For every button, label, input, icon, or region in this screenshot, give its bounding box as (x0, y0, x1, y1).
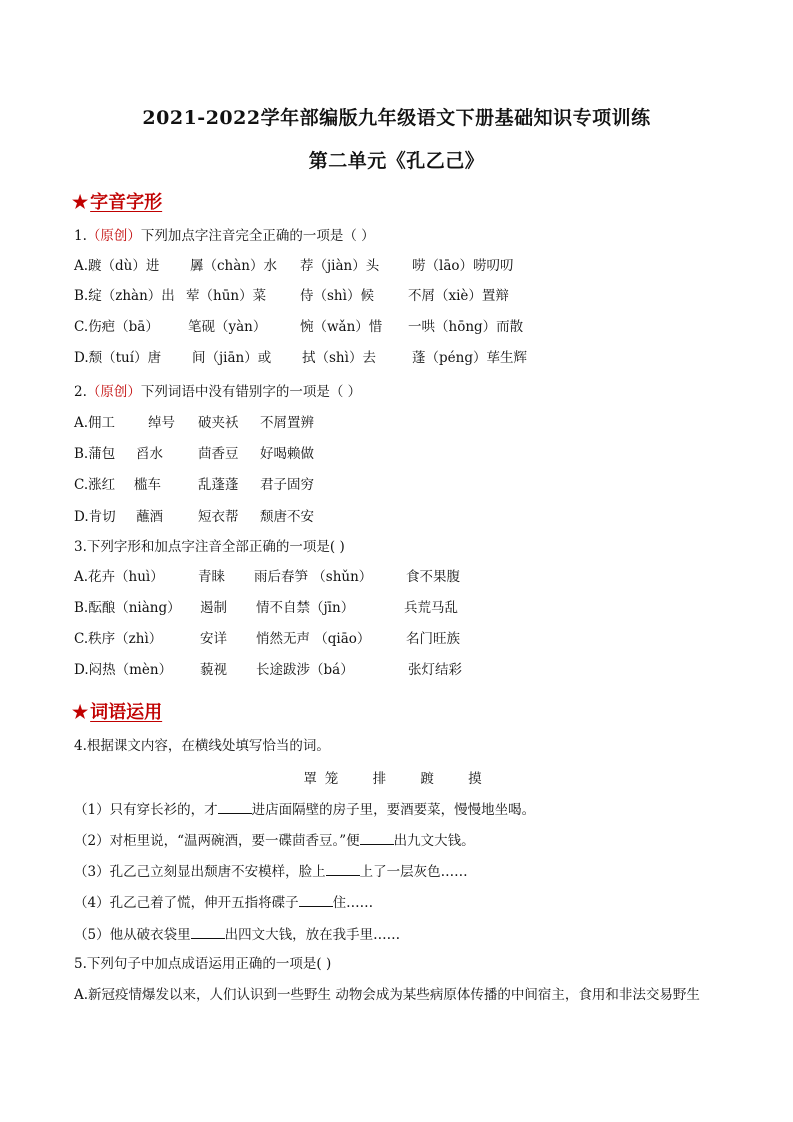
question-1-stem (74, 227, 375, 245)
section-label: 词语运用 (90, 702, 163, 723)
star-icon: ★ (72, 702, 89, 723)
option-cell: C.秩序（zhì） (74, 631, 163, 647)
question-4-stem: 4.根据课文内容，在横线处填写恰当的词。 (74, 738, 330, 754)
option-cell: 蓬（péng）荜生辉 (412, 350, 527, 366)
option-cell: 藐视 (200, 662, 227, 678)
fill-item-text: （4）孔乙己着了慌，伸开五指将碟子 (74, 895, 299, 911)
option-cell: C.涨红 (74, 477, 116, 493)
option-cell: 不屑置辨 (260, 415, 314, 431)
question-2-stem (74, 383, 361, 401)
option-cell: 好喝赖做 (260, 446, 314, 462)
answer-blank[interactable] (218, 799, 252, 814)
question-number: 2. (74, 384, 87, 400)
option-cell: A.佣工 (74, 415, 116, 431)
question-text: 下列加点字注音完全正确的一项是（ ） (140, 228, 375, 244)
option-cell: 安详 (200, 631, 227, 647)
option-cell: D.肯切 (74, 509, 116, 525)
fill-item-text: 上了一层灰色…… (359, 864, 468, 880)
option-cell: 遏制 (200, 600, 227, 616)
answer-blank[interactable] (191, 924, 225, 939)
document-subtitle: 第二单元《孔乙己》 (308, 150, 485, 172)
option-cell: 名门旺族 (406, 631, 460, 647)
section-heading-word-usage (72, 698, 162, 724)
option-cell: B.绽（zhàn）出 (74, 288, 175, 304)
original-tag: （原创） (86, 384, 141, 400)
option-cell: D.闷热（mèn） (74, 662, 173, 678)
option-cell: A.花卉（huì） (74, 569, 164, 585)
option-cell: B.蒲包 (74, 446, 116, 462)
section-label: 字音字形 (90, 192, 163, 213)
fill-item-text: 进店面隔壁的房子里，要酒要菜，慢慢地坐喝。 (251, 802, 536, 818)
option-cell: 间（jiān）或 (192, 350, 272, 366)
option-cell: 悄然无声 （qiāo） (256, 631, 371, 647)
option-cell: 长途跋涉（bá） (256, 662, 354, 678)
option-cell: 破夹袄 (198, 415, 239, 431)
star-icon: ★ (72, 192, 89, 213)
fill-item-text: （1）只有穿长衫的，才 (74, 802, 218, 818)
answer-blank[interactable] (326, 861, 360, 876)
option-cell: 一哄（hōng）而散 (408, 319, 524, 335)
option-cell: 绰号 (148, 415, 175, 431)
fill-item-text: （5）他从破衣袋里 (74, 927, 191, 943)
word-bank: 罩笼 排 踱 摸 (303, 771, 490, 787)
option-cell: 张灯结彩 (408, 662, 462, 678)
answer-blank[interactable] (299, 892, 333, 907)
option-cell: 不屑（xiè）置辩 (408, 288, 509, 304)
option-cell: 茴香豆 (198, 446, 239, 462)
option-cell: 雨后春笋 （shǔn） (254, 569, 373, 585)
option-cell: B.酝酿（niàng） (74, 600, 181, 616)
fill-item-text: （3）孔乙己立刻显出颓唐不安模样，脸上 (74, 864, 326, 880)
option-cell: 羼（chàn）水 (190, 258, 277, 274)
option-cell: 舀水 (136, 446, 163, 462)
option-cell: 情不自禁（jīn） (256, 600, 355, 616)
fill-item-5 (74, 924, 400, 944)
option-cell: 笔砚（yàn） (188, 319, 267, 335)
option-cell: A.踱（dù）进 (74, 258, 160, 274)
option-cell: C.伤疤（bā） (74, 319, 159, 335)
question-number: 1. (74, 228, 87, 244)
option-cell: 荐（jiàn）头 (300, 258, 380, 274)
question-5-stem: 5.下列句子中加点成语运用正确的一项是( ) (74, 956, 332, 972)
question-3-stem: 3.下列字形和加点字注音全部正确的一项是( ) (74, 539, 345, 555)
question-5-option-a: A.新冠疫情爆发以来，人们认识到一些野生 动物会成为某些病原体传播的中间宿主，食用和非法交易野生 (74, 987, 700, 1003)
fill-item-4 (74, 892, 373, 912)
section-heading-pronunciation (72, 188, 162, 214)
option-cell: 拭（shì）去 (302, 350, 376, 366)
option-cell: 颓唐不安 (260, 509, 314, 525)
option-cell: 荤（hūn）菜 (186, 288, 267, 304)
option-cell: 短衣帮 (198, 509, 239, 525)
fill-item-3 (74, 861, 468, 881)
option-cell: 君子固穷 (260, 477, 314, 493)
fill-item-text: 出四文大钱，放在我手里…… (224, 927, 401, 943)
option-cell: 侍（shì）候 (300, 288, 374, 304)
fill-item-text: 出九文大钱。 (393, 833, 475, 849)
question-text: 下列词语中没有错别字的一项是（ ） (140, 384, 362, 400)
fill-item-text: 住…… (332, 895, 374, 911)
original-tag: （原创） (86, 228, 141, 244)
fill-item-text: （2）对柜里说，“温两碗酒，要一碟茴香豆。”便 (74, 833, 360, 849)
option-cell: 槛车 (134, 477, 161, 493)
document-title: 2021-2022学年部编版九年级语文下册基础知识专项训练 (142, 107, 651, 129)
option-cell: D.颓（tuí）唐 (74, 350, 162, 366)
fill-item-1 (74, 799, 535, 819)
option-cell: 乱蓬蓬 (198, 477, 239, 493)
fill-item-2 (74, 830, 475, 850)
option-cell: 食不果腹 (406, 569, 460, 585)
option-cell: 蘸酒 (136, 509, 163, 525)
answer-blank[interactable] (360, 830, 394, 845)
option-cell: 兵荒马乱 (404, 600, 458, 616)
option-cell: 唠（lāo）唠叨叨 (412, 258, 514, 274)
option-cell: 青睐 (198, 569, 225, 585)
option-cell: 惋（wǎn）惜 (300, 319, 383, 335)
